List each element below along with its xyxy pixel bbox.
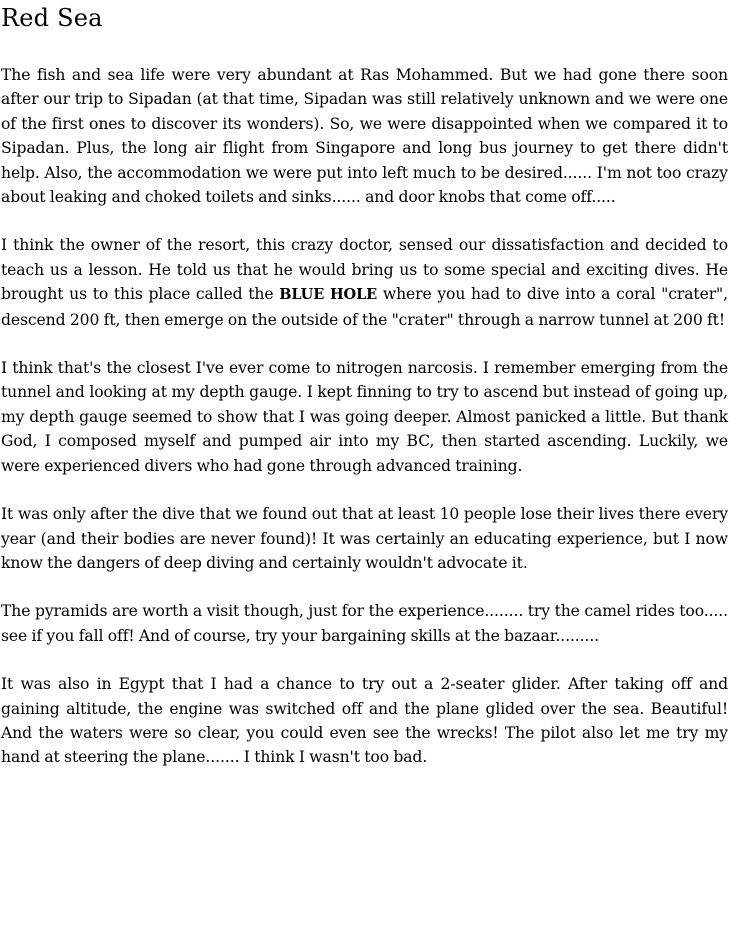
paragraph-pyramids: The pyramids are worth a visit though, just for the experience........ try the camel rides too..... see if you fall off! And of course, try your bargaining skills at the bazaar......... xyxy=(1,602,728,645)
paragraph-text: I think the owner of the resort, this crazy doctor, sensed our dissatisfaction and decided to teach us a lesson. He told us that he would bring us to some special and exciting dives. He brought us to this place called the xyxy=(1,236,728,304)
page-title: Red Sea xyxy=(1,4,103,32)
blue-hole-emphasis: BLUE HOLE xyxy=(279,286,378,304)
paragraph-glider: It was also in Egypt that I had a chance to try out a 2-seater glider. After taking off and gaining altitude, the engine was switched off and the plane glided over the sea. Beautiful! And the waters were so clear, you could even see the wrecks! The pilot also let me try my hand at steering the plane....... I think I wasn't too bad. xyxy=(1,675,728,767)
paragraph-text: where you had to dive into a coral "crater", descend 200 ft, then emerge on the outside of the "crater" through a narrow tunnel at 200 ft! xyxy=(1,285,728,329)
paragraph-ras-mohammed: The fish and sea life were very abundant at Ras Mohammed. But we had gone there soon after our trip to Sipadan (at that time, Sipadan was still relatively unknown and we were one of the first ones to discover its wonders). So, we were disappointed when we compared it to Sipadan. Plus, the long air flight from Singapore and long bus journey to get there didn't help. Also, the accommodation we were put into left much to be desired...... I'm not too crazy about leaking and choked toilets and sinks...... and door knobs that come off..... xyxy=(1,66,728,207)
paragraph-blue-hole xyxy=(1,233,728,332)
article xyxy=(1,0,728,770)
paragraph-narcosis: I think that's the closest I've ever come to nitrogen narcosis. I remember emerging from the tunnel and looking at my depth gauge. I kept finning to try to ascend but instead of going up, my depth gauge seemed to show that I was going deeper. Almost panicked a little. But thank God, I composed myself and pumped air into my BC, then started ascending. Luckily, we were experienced divers who had gone through advanced training. xyxy=(1,359,728,475)
paragraph-dangers: It was only after the dive that we found out that at least 10 people lose their lives there every year (and their bodies are never found)! It was certainly an educating experience, but I now know the dangers of deep diving and certainly wouldn't advocate it. xyxy=(1,505,728,572)
